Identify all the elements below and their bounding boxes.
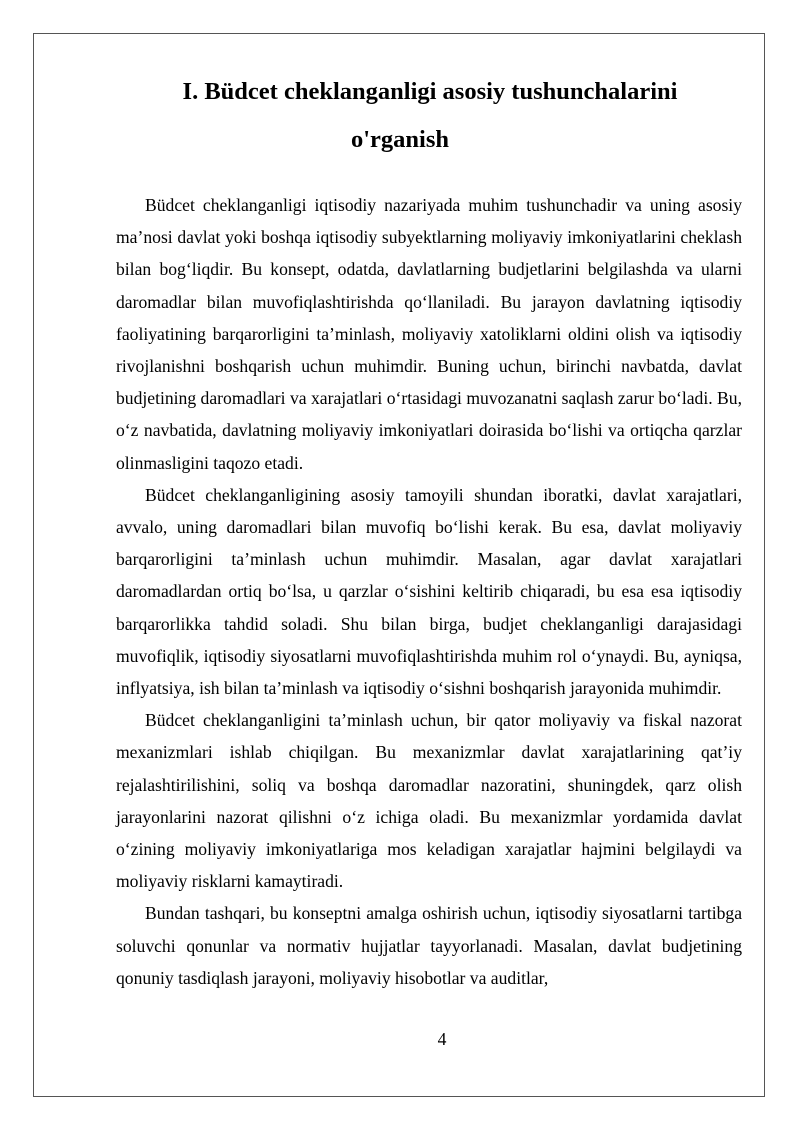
section-title-line-1: I. Büdcet cheklanganligi asosiy tushunchalarini: [182, 78, 678, 105]
paragraph-3: Büdcet cheklanganligini ta’minlash uchun, bir qator moliyaviy va fiskal nazorat mexanizmlari ishlab chiqilgan. Bu mexanizmlar davlat xarajatlarining qat’iy rejalashtirilishini, soliq va boshqa daromadlar nazoratini, shuningdek, qarz olish jarayonlarini nazorat qilishni o‘z ichiga oladi. Bu mexanizmlar yordamida davlat o‘zining moliyaviy imkoniyatlariga mos keladigan xarajatlar hajmini belgilaydi va moliyaviy risklarni kamaytiradi.: [116, 710, 742, 892]
paragraph-4: Bundan tashqari, bu konseptni amalga oshirish uchun, iqtisodiy siyosatlarni tartibga soluvchi qonunlar va normativ hujjatlar tayyorlanadi. Masalan, davlat budjetining qonuniy tasdiqlash jarayoni, moliyaviy hisobotlar va auditlar,: [116, 903, 742, 988]
section-title-line-2: o'rganish: [350, 126, 450, 153]
document-body: [116, 189, 742, 994]
paragraph-2: Büdcet cheklanganligining asosiy tamoyili shundan iboratki, davlat xarajatlari, avvalo, uning daromadlari bilan muvofiq bo‘lishi kerak. Bu esa, davlat moliyaviy barqarorligini ta’minlash uchun muhimdir. Masalan, agar davlat xarajatlari daromadlardan ortiq bo‘lsa, u qarzlar o‘sishini keltirib chiqaradi, bu esa esa iqtisodiy barqarorlikka tahdid soladi. Shu bilan birga, budjet cheklanganligi darajasidagi muvofiqlik, iqtisodiy siyosatlarni muvofiqlashtirishda muhim rol o‘ynaydi. Bu, ayniqsa, inflyatsiya, ish bilan ta’minlash va iqtisodiy o‘sishni boshqarish jarayonida muhimdir.: [116, 484, 742, 699]
page-number: 4: [437, 1029, 447, 1049]
paragraph-1: Büdcet cheklanganligi iqtisodiy nazariyada muhim tushunchadir va uning asosiy ma’nosi davlat yoki boshqa iqtisodiy subyektlarning moliyaviy imkoniyatlarini cheklash bilan bog‘liqdir. Bu konsept, odatda, davlatlarning budjetlarini belgilashda va ularni daromadlar bilan muvofiqlashtirishda qo‘llaniladi. Bu jarayon davlatning iqtisodiy faoliyatining barqarorligini ta’minlash, moliyaviy xatoliklarni oldini olish va iqtisodiy rivojlanishni boshqarish uchun muhimdir. Buning uchun, birinchi navbatda, davlat budjetining daromadlari va xarajatlari o‘rtasidagi muvozanatni saqlash zarur bo‘ladi. Bu, o‘z navbatida, davlatning moliyaviy imkoniyatlari doirasida bo‘lishi va ortiqcha qarzlar olinmasligini taqozo etadi.: [116, 195, 742, 473]
